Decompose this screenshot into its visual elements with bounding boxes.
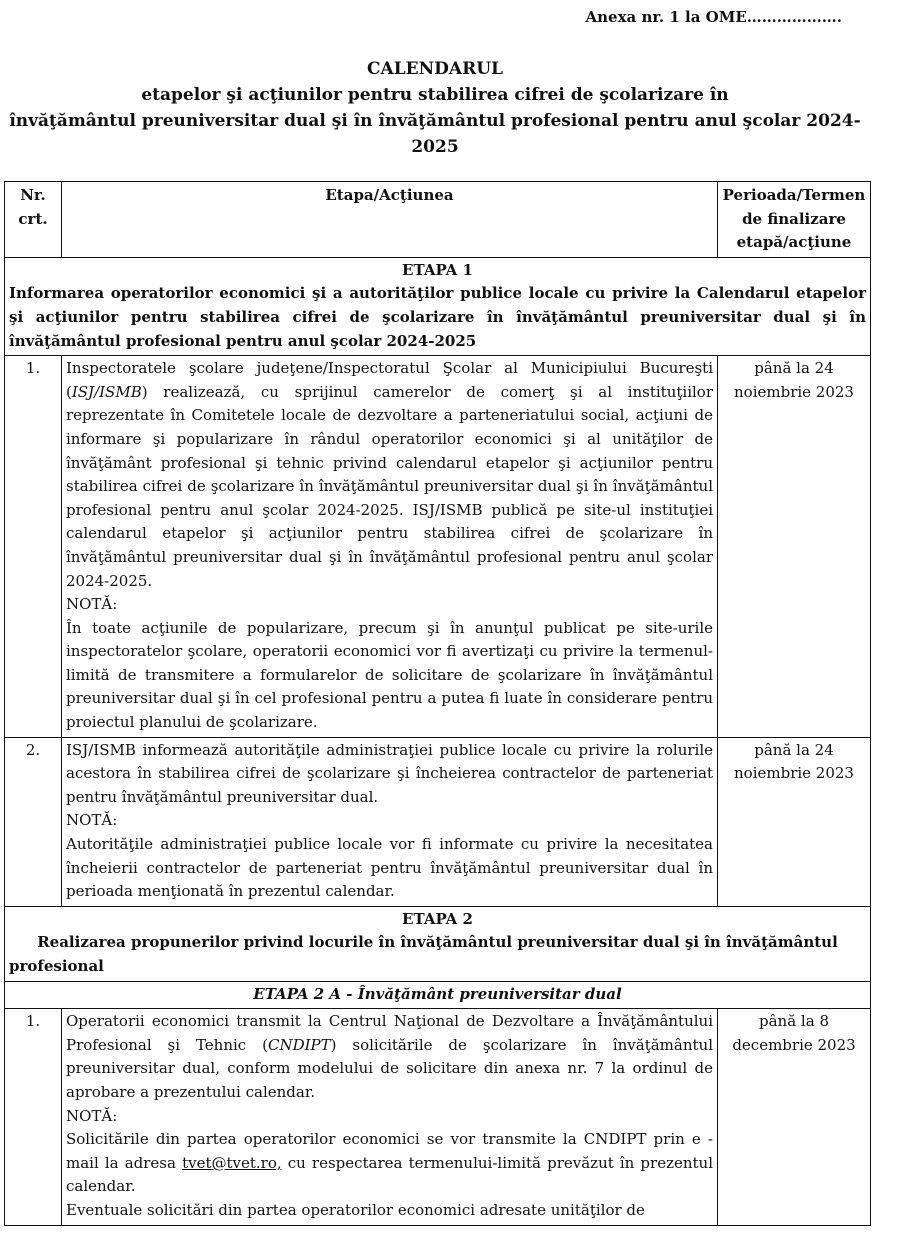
stage-1-description: Informarea operatorilor economici şi a autorităţilor publice locale cu privire la Calendarul etapelor şi acţiunilor pentru stabilirea cifrei de şcolarizare în învăţământul preuniversitar dual şi în învăţământul profesional pentru anul şcolar 2024-2025: [9, 284, 866, 350]
note-text: Autorităţile administraţiei publice locale vor fi informate cu privire la necesitatea încheierii contractelor de parteneriat pentru învăţământul preuniversitar dual în perioada menţionată în prezentul calendar.: [66, 835, 713, 901]
term-cell: până la 8 decembrie 2023: [718, 1009, 871, 1225]
table-header-row: [5, 182, 871, 258]
note-text-part: cu respectarea termenului-limită prevăzut în prezentul calendar.: [66, 1153, 714, 1196]
stage-1-cell: [5, 257, 871, 355]
action-text-italic: CNDIPT: [267, 1035, 331, 1054]
action-text: [66, 357, 713, 593]
action-text-part: ) solicitările de şcolarizare în învăţământul preuniversitar dual, conform modelului de solicitare din anexa nr. 7 la ordinul de aprobare a prezentului calendar.: [66, 1035, 713, 1101]
action-cell: [62, 1009, 718, 1225]
table-row: [5, 356, 871, 738]
document-title: [0, 56, 870, 160]
action-text-italic: ISJ/ISMB: [71, 382, 142, 401]
email-link[interactable]: tvet@tvet.ro,: [182, 1153, 282, 1172]
note-text-continued: Eventuale solicitări din partea operatorilor economici adresate unităţilor de: [66, 1200, 645, 1219]
note-label: NOTĂ:: [66, 1106, 118, 1125]
header-term: Perioada/Termen de finalizare etapă/acţiune: [718, 182, 871, 258]
title-line-1: CALENDARUL: [366, 59, 503, 79]
stage-2-cell: [5, 906, 871, 981]
action-cell: [62, 356, 718, 738]
note-label: NOTĂ:: [66, 595, 118, 614]
action-text-part: Inspectoratele şcolare judeţene/Inspectoratul Şcolar al Municipiului Bucureşti (: [66, 359, 713, 401]
stage-2a-title: ETAPA 2 A - Învăţământ preuniversitar dual: [5, 981, 871, 1009]
row-number: 1.: [5, 356, 62, 738]
note-text-part: Solicitările din partea operatorilor economici se vor transmite la CNDIPT prin e - mail la adresa: [66, 1130, 713, 1172]
stage-1-title: ETAPA 1: [402, 260, 473, 279]
header-action: Etapa/Acţiunea: [62, 182, 718, 258]
note-text: [66, 1128, 713, 1199]
table-row: [5, 1009, 871, 1225]
annex-reference: Anexa nr. 1 la OME……………….: [585, 8, 842, 26]
action-text-part: Operatorii economici transmit la Centrul Naţional de Dezvoltare a Învăţământului Profesional şi Tehnic (: [66, 1012, 713, 1054]
action-cell: [62, 737, 718, 906]
stage-1-row: [5, 257, 871, 355]
note-text: În toate acţiunile de popularizare, precum şi în anunţul publicat pe site-urile inspectoratelor şcolare, operatorii economici vor fi avertizaţi cu privire la termenul-limită de transmitere a formularelor de solicitare de şcolarizare în învăţământul preuniversitar dual şi în cel profesional pentru a putea fi luate în considerare pentru proiectul planului de şcolarizare.: [66, 618, 713, 732]
title-line-4: 2025: [411, 137, 459, 157]
table-row: [5, 737, 871, 906]
header-nr: Nr. crt.: [5, 182, 62, 258]
action-text: [66, 1010, 713, 1104]
action-text: ISJ/ISMB informează autorităţile administraţiei publice locale cu privire la rolurile acestora în stabilirea cifrei de şcolarizare şi încheierea contractelor de parteneriat pentru învăţământul preuniversitar dual.: [66, 740, 713, 806]
row-number: 2.: [5, 737, 62, 906]
term-cell: până la 24 noiembrie 2023: [718, 356, 871, 738]
stage-2-title: ETAPA 2: [402, 909, 473, 928]
note-label: NOTĂ:: [66, 811, 118, 830]
title-line-3: învăţământul preuniversitar dual şi în învăţământul profesional pentru anul şcolar 2024-: [9, 111, 861, 131]
action-text-part: ) realizează, cu sprijinul camerelor de comerţ şi al instituţiilor reprezentate în Comitetele locale de dezvoltare a parteneriatului social, acţiuni de informare şi popularizare în rândul operatorilor economici şi al unităţilor de învăţământ profesional şi tehnic privind calendarul etapelor şi acţiunilor pentru stabilirea cifrei de şcolarizare în învăţământul preuniversitar dual şi în învăţământul profesional pentru anul şcolar 2024-2025. ISJ/ISMB publică pe site-ul instituţiei calendarul etapelor şi acţiunilor pentru stabilirea cifrei de şcolarizare în învăţământul preuniversitar dual şi în învăţământul profesional pentru anul şcolar 2024-2025.: [66, 382, 713, 590]
row-number: 1.: [5, 1009, 62, 1225]
stage-2-row: [5, 906, 871, 981]
stage-2a-row: [5, 981, 871, 1009]
term-cell: până la 24 noiembrie 2023: [718, 737, 871, 906]
calendar-table: [4, 181, 871, 1226]
stage-2-description: Realizarea propunerilor privind locurile în învăţământul preuniversitar dual şi în învăţământul profesional: [9, 933, 838, 975]
title-line-2: etapelor şi acţiunilor pentru stabilirea cifrei de şcolarizare în: [141, 85, 729, 105]
